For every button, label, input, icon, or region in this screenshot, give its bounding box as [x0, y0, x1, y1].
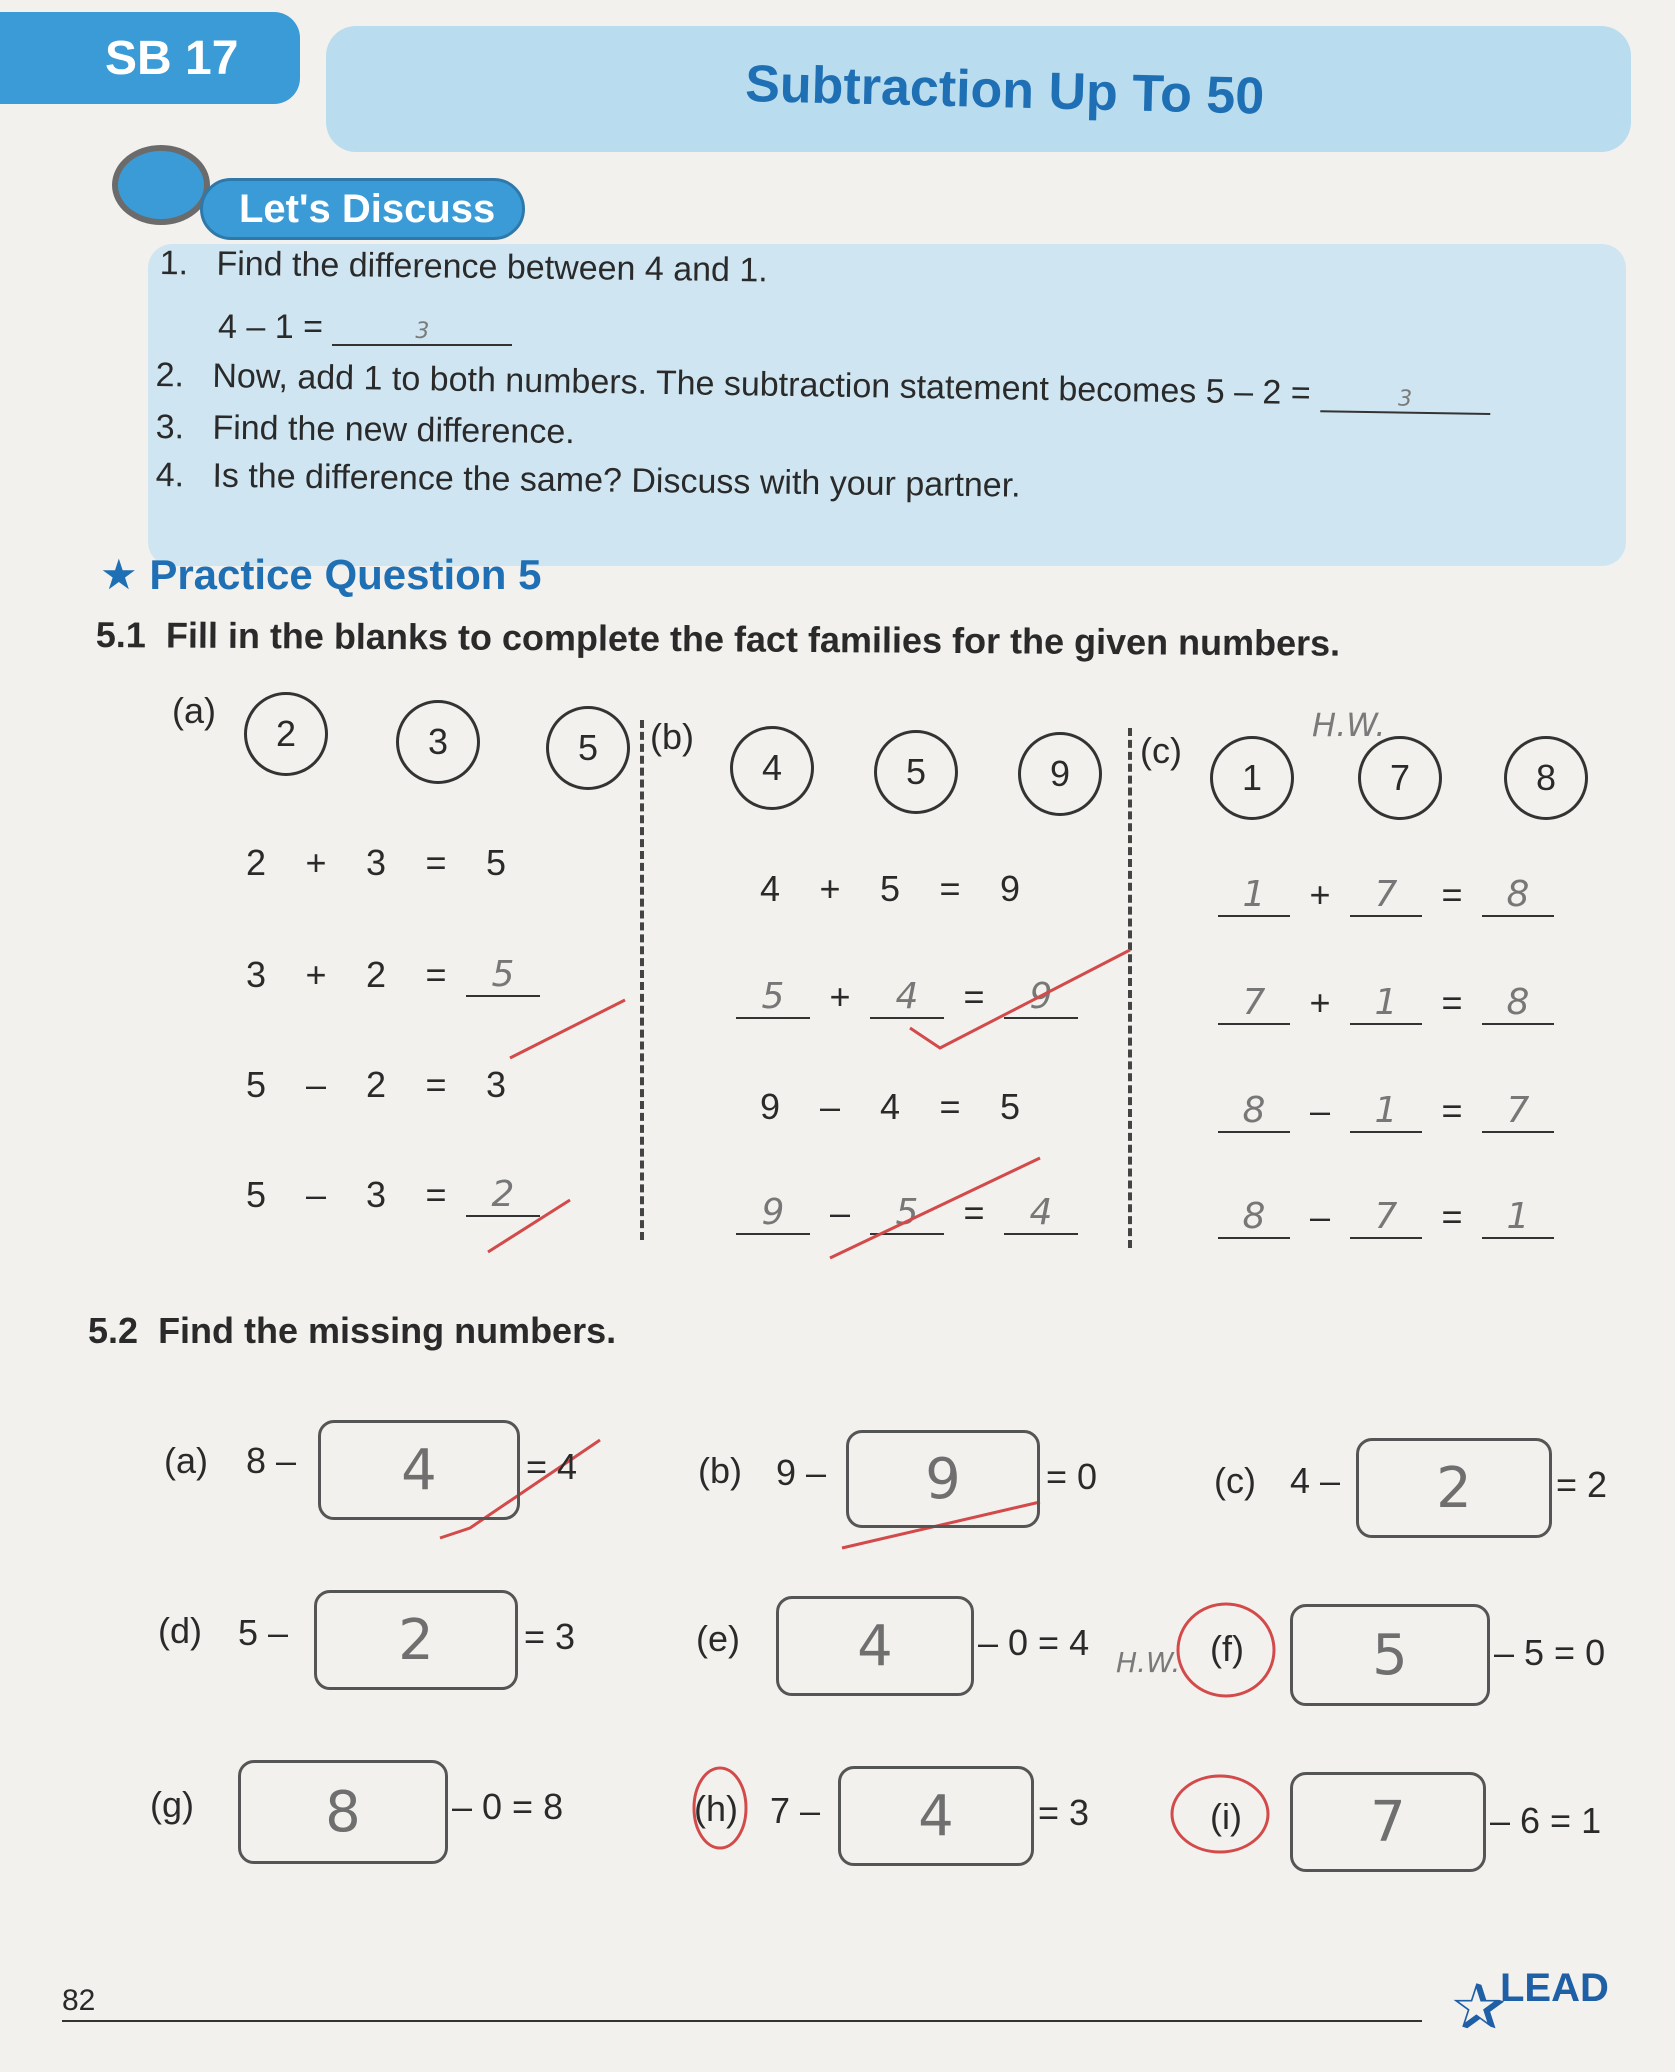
equals-sign: = — [1441, 1090, 1463, 1131]
filled-blank: 7 — [1482, 1090, 1554, 1133]
operator: – — [1309, 1196, 1331, 1237]
number-circle: 2 — [244, 692, 328, 776]
publisher-logo: LEAD — [1500, 1966, 1609, 2010]
result: 9 — [999, 868, 1021, 909]
equals-sign: = — [425, 1174, 447, 1215]
operand: 3 — [365, 1174, 387, 1215]
equals-sign: = — [1441, 874, 1463, 915]
filled-blank: 8 — [1482, 982, 1554, 1025]
number-circle: 7 — [1358, 736, 1442, 820]
answer-box: 7 — [1290, 1772, 1486, 1872]
chapter-badge-text: SB 17 — [105, 31, 239, 85]
filled-blank: 7 — [1218, 982, 1290, 1025]
item-text: Find the difference between 4 and 1. — [216, 244, 768, 290]
answer-box: 9 — [846, 1430, 1040, 1528]
question-number: 5.2 — [88, 1310, 139, 1351]
question-text: Fill in the blanks to complete the fact families for the given numbers. — [165, 614, 1341, 664]
operand: 2 — [365, 954, 387, 995]
number-circle: 4 — [730, 726, 814, 810]
operand: 4 — [879, 1086, 901, 1127]
operator: – — [305, 1174, 327, 1215]
item-text: Is the difference the same? Discuss with your partner. — [212, 456, 1021, 505]
filled-blank: 2 — [466, 1174, 540, 1217]
filled-blank: 4 — [1004, 1192, 1078, 1235]
equals-sign: = — [1441, 982, 1463, 1023]
operator: – — [1309, 1090, 1331, 1131]
operand: 9 — [759, 1086, 781, 1127]
missing-f-label: (f) — [1210, 1628, 1244, 1669]
operand: 2 — [245, 842, 267, 883]
result: 5 — [999, 1086, 1021, 1127]
equals-sign: = — [939, 1086, 961, 1127]
answer-box: 5 — [1290, 1604, 1490, 1706]
filled-blank: 1 — [1482, 1196, 1554, 1239]
answer-box: 4 — [318, 1420, 520, 1520]
operand: 3 — [245, 954, 267, 995]
filled-blank: 8 — [1218, 1090, 1290, 1133]
operator: – — [829, 1192, 851, 1233]
check-mark — [510, 1000, 625, 1058]
filled-blank: 8 — [1218, 1196, 1290, 1239]
question-5-2 — [88, 1310, 616, 1352]
missing-c-prefix: 4 – — [1290, 1460, 1341, 1501]
missing-h-suffix: = 3 — [1038, 1792, 1090, 1833]
filled-blank: 8 — [1482, 874, 1554, 917]
operand: 3 — [365, 842, 387, 883]
missing-c-suffix: = 2 — [1556, 1464, 1608, 1505]
operand: 5 — [879, 868, 901, 909]
answer-box: 2 — [1356, 1438, 1552, 1538]
filled-blank: 9 — [736, 1192, 810, 1235]
filled-blank: 1 — [1350, 982, 1422, 1025]
result: 3 — [485, 1064, 507, 1105]
missing-h-label: (h) — [694, 1788, 738, 1829]
filled-blank: 7 — [1350, 874, 1422, 917]
equals-sign: = — [963, 976, 985, 1017]
operator: + — [305, 954, 327, 995]
footer-rule — [62, 2020, 1422, 2022]
filled-blank: 7 — [1350, 1196, 1422, 1239]
missing-f-suffix: – 5 = 0 — [1494, 1632, 1606, 1673]
item-text: 4 – 1 = — [218, 308, 323, 346]
number-circle: 5 — [874, 730, 958, 814]
answer-box: 8 — [238, 1760, 448, 1864]
equals-sign: = — [963, 1192, 985, 1233]
operator: + — [1309, 982, 1331, 1023]
operator: + — [1309, 874, 1331, 915]
missing-e-suffix: – 0 = 4 — [978, 1622, 1090, 1663]
missing-d-prefix: 5 – — [238, 1612, 289, 1653]
equals-sign: = — [425, 842, 447, 883]
operand: 4 — [759, 868, 781, 909]
operand: 5 — [245, 1174, 267, 1215]
operator: + — [829, 976, 851, 1017]
missing-a-prefix: 8 – — [246, 1440, 297, 1481]
answer-box: 4 — [776, 1596, 974, 1696]
check-mark — [830, 1158, 1040, 1258]
missing-i-suffix: – 6 = 1 — [1490, 1800, 1602, 1841]
missing-a-label: (a) — [164, 1440, 208, 1481]
check-mark — [488, 1200, 570, 1252]
operator: + — [819, 868, 841, 909]
operator: – — [819, 1086, 841, 1127]
number-circle: 3 — [396, 700, 480, 784]
operand: 5 — [245, 1064, 267, 1105]
equals-sign: = — [939, 868, 961, 909]
page-title: Subtraction Up To 50 — [744, 54, 1265, 126]
missing-b-prefix: 9 – — [776, 1452, 827, 1493]
missing-g-suffix: – 0 = 8 — [452, 1786, 564, 1827]
group-c-label: (c) — [1140, 730, 1182, 771]
number-circle: 8 — [1504, 736, 1588, 820]
filled-blank: 9 — [1004, 976, 1078, 1019]
missing-e-label: (e) — [696, 1618, 740, 1659]
item-number: 1. — [159, 244, 189, 283]
item-number: 3. — [155, 408, 185, 447]
missing-d-label: (d) — [158, 1610, 202, 1651]
page-number: 82 — [62, 1984, 96, 2017]
filled-blank: 5 — [736, 976, 810, 1019]
item-text: Now, add 1 to both numbers. The subtraction statement becomes 5 – 2 = — [212, 356, 1311, 413]
missing-i-label: (i) — [1210, 1796, 1242, 1837]
question-text: Find the missing numbers. — [158, 1310, 617, 1351]
missing-b-label: (b) — [698, 1450, 742, 1491]
group-a-label: (a) — [172, 690, 216, 731]
item-number: 4. — [155, 456, 185, 495]
missing-d-suffix: = 3 — [524, 1616, 576, 1657]
number-circle: 1 — [1210, 736, 1294, 820]
check-mark — [910, 950, 1130, 1048]
answer-blank: 3 — [332, 319, 512, 346]
group-b-label: (b) — [650, 716, 694, 757]
missing-h-prefix: 7 – — [770, 1790, 821, 1831]
star-logo-icon: ✰ — [1452, 1971, 1506, 2043]
answer-blank: 3 — [1320, 385, 1490, 415]
discuss-heading-text: Let's Discuss — [239, 186, 496, 231]
practice-title: ★ Practice Question 5 — [100, 551, 542, 598]
operator: + — [305, 842, 327, 883]
missing-g-label: (g) — [150, 1784, 194, 1825]
answer-box: 4 — [838, 1766, 1034, 1866]
item-number: 2. — [155, 356, 185, 395]
operand: 2 — [365, 1064, 387, 1105]
filled-blank: 1 — [1218, 874, 1290, 917]
operator: – — [305, 1064, 327, 1105]
missing-c-label: (c) — [1214, 1460, 1256, 1501]
filled-blank: 5 — [466, 954, 540, 997]
equals-sign: = — [425, 1064, 447, 1105]
missing-b-suffix: = 0 — [1046, 1456, 1098, 1497]
equals-sign: = — [1441, 1196, 1463, 1237]
hw-note: H.W. — [1116, 1646, 1181, 1679]
number-circle: 9 — [1018, 732, 1102, 816]
question-number: 5.1 — [95, 614, 147, 656]
result: 5 — [485, 842, 507, 883]
item-text: Find the new difference. — [212, 408, 575, 452]
answer-box: 2 — [314, 1590, 518, 1690]
filled-blank: 4 — [870, 976, 944, 1019]
missing-a-suffix: = 4 — [526, 1446, 578, 1487]
filled-blank: 5 — [870, 1192, 944, 1235]
number-circle: 5 — [546, 706, 630, 790]
equals-sign: = — [425, 954, 447, 995]
filled-blank: 1 — [1350, 1090, 1422, 1133]
hw-note: H.W. — [1312, 706, 1386, 744]
